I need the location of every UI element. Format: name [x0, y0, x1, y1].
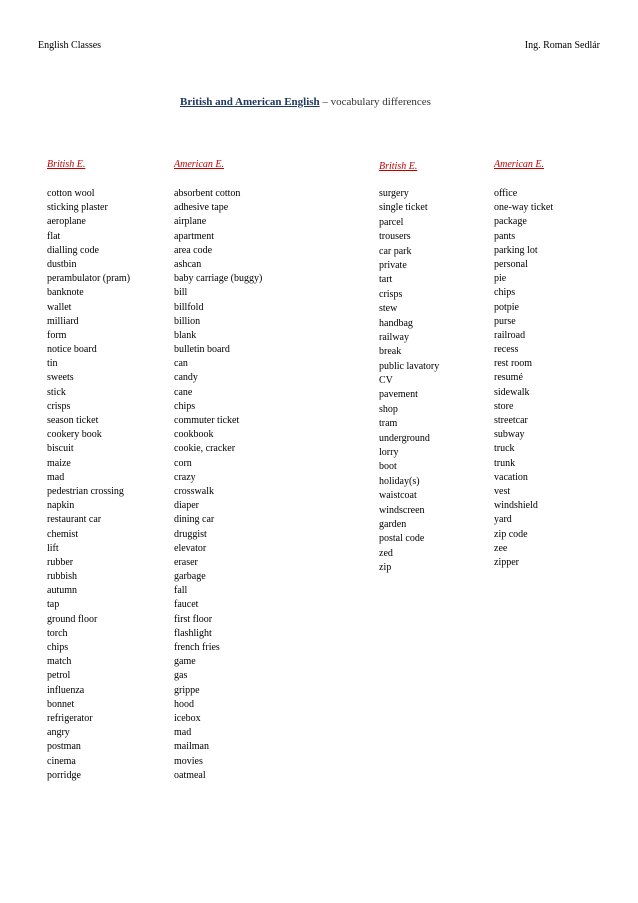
- vocabulary-item: adhesive tape: [174, 202, 229, 214]
- vocabulary-item: sidewalk: [494, 386, 530, 398]
- vocabulary-item: druggist: [174, 528, 207, 540]
- vocabulary-item: influenza: [47, 684, 85, 696]
- vocabulary-item: billfold: [174, 301, 204, 313]
- vocabulary-item: cookery book: [47, 429, 102, 441]
- title-main: British and American English: [180, 96, 320, 108]
- vocabulary-item: tin: [47, 358, 58, 370]
- vocabulary-item: potpie: [494, 301, 519, 313]
- column-british-1: [47, 158, 130, 783]
- vocabulary-item: match: [47, 656, 72, 668]
- vocabulary-item: apartment: [174, 230, 214, 242]
- vocabulary-item: zip: [379, 562, 392, 574]
- vocabulary-item: store: [494, 400, 514, 412]
- vocabulary-item: vest: [494, 485, 511, 497]
- vocabulary-item: candy: [174, 372, 198, 384]
- vocabulary-item: parking lot: [494, 244, 538, 256]
- vocabulary-item: package: [494, 216, 527, 228]
- vocabulary-item: pedestrian crossing: [47, 485, 124, 497]
- vocabulary-item: chips: [174, 400, 196, 412]
- vocabulary-item: oatmeal: [174, 769, 206, 781]
- vocabulary-item: cane: [174, 386, 193, 398]
- vocabulary-item: game: [174, 656, 196, 668]
- vocabulary-item: perambulator (pram): [47, 273, 131, 285]
- vocabulary-item: break: [379, 346, 402, 358]
- vocabulary-item: grippe: [174, 684, 200, 696]
- vocabulary-item: hood: [174, 698, 194, 710]
- vocabulary-item: commuter ticket: [174, 415, 240, 426]
- vocabulary-item: tap: [47, 599, 60, 611]
- vocabulary-item: purse: [494, 315, 516, 327]
- vocabulary-item: autumn: [47, 585, 77, 597]
- vocabulary-item: season ticket: [47, 415, 99, 426]
- vocabulary-item: boot: [379, 461, 397, 473]
- vocabulary-item: postman: [47, 741, 81, 753]
- vocabulary-item: gas: [174, 670, 188, 682]
- vocabulary-item: railroad: [494, 329, 526, 341]
- vocabulary-item: aeroplane: [47, 216, 86, 228]
- vocabulary-item: restaurant car: [47, 514, 102, 526]
- vocabulary-item: crosswalk: [174, 485, 214, 497]
- vocabulary-item: postal code: [379, 533, 425, 545]
- column-heading: British E.: [47, 159, 86, 170]
- vocabulary-item: single ticket: [379, 202, 428, 214]
- vocabulary-item: surgery: [379, 188, 409, 199]
- vocabulary-item: yard: [494, 514, 512, 526]
- vocabulary-item: resumé: [494, 372, 523, 384]
- vocabulary-item: windshield: [494, 500, 538, 512]
- vocabulary-item: notice board: [47, 344, 97, 356]
- vocabulary-item: milliard: [47, 315, 79, 327]
- vocabulary-item: absorbent cotton: [174, 188, 241, 199]
- vocabulary-item: pie: [494, 273, 507, 285]
- vocabulary-item: personal: [494, 258, 528, 270]
- vocabulary-item: flat: [47, 230, 61, 242]
- vocabulary-item: stew: [379, 303, 398, 315]
- column-heading: American E.: [494, 159, 544, 170]
- vocabulary-item: windscreen: [379, 504, 425, 516]
- column-heading: American E.: [174, 159, 224, 170]
- vocabulary-item: zed: [379, 547, 393, 559]
- vocabulary-item: private: [379, 259, 407, 271]
- vocabulary-item: CV: [379, 375, 393, 387]
- vocabulary-item: trunk: [494, 457, 516, 469]
- vocabulary-item: baby carriage (buggy): [174, 273, 263, 285]
- vocabulary-item: refrigerator: [47, 712, 93, 724]
- vocabulary-item: public lavatory: [379, 360, 440, 372]
- vocabulary-item: maize: [47, 457, 71, 469]
- vocabulary-item: mad: [174, 727, 192, 739]
- vocabulary-item: mad: [47, 471, 65, 483]
- vocabulary-item: bill: [174, 287, 188, 299]
- vocabulary-item: cinema: [47, 755, 76, 767]
- vocabulary-item: recess: [494, 344, 519, 356]
- vocabulary-item: garbage: [174, 571, 206, 583]
- header-left: English Classes: [38, 40, 102, 51]
- vocabulary-item: chemist: [47, 528, 79, 540]
- vocabulary-item: sticking plaster: [47, 202, 108, 214]
- vocabulary-item: elevator: [174, 542, 207, 554]
- vocabulary-item: car park: [379, 245, 412, 257]
- vocabulary-item: lorry: [379, 447, 399, 459]
- vocabulary-item: dining car: [174, 514, 215, 526]
- vocabulary-item: dustbin: [47, 258, 77, 270]
- vocabulary-item: crisps: [47, 400, 71, 412]
- word-list: [174, 187, 262, 783]
- vocabulary-item: french fries: [174, 642, 220, 653]
- vocabulary-item: railway: [379, 331, 409, 343]
- word-list: [379, 187, 439, 576]
- vocabulary-item: can: [174, 358, 188, 370]
- vocabulary-item: bulletin board: [174, 344, 230, 356]
- header-right: Ing. Roman Sedlár: [524, 40, 600, 51]
- vocabulary-item: blank: [174, 329, 197, 341]
- vocabulary-item: angry: [47, 727, 70, 739]
- vocabulary-item: first floor: [174, 613, 213, 625]
- vocabulary-item: truck: [494, 443, 515, 455]
- vocabulary-item: crisps: [379, 288, 403, 300]
- vocabulary-item: rubbish: [47, 571, 77, 583]
- vocabulary-item: tram: [379, 418, 398, 430]
- vocabulary-item: shop: [379, 403, 398, 415]
- vocabulary-item: mailman: [174, 741, 209, 753]
- vocabulary-item: ashcan: [174, 258, 202, 270]
- vocabulary-item: airplane: [174, 216, 207, 228]
- vocabulary-item: movies: [174, 755, 203, 767]
- vocabulary-item: corn: [174, 457, 192, 469]
- column-british-2: [379, 160, 439, 576]
- vocabulary-item: tart: [379, 274, 393, 286]
- column-american-1: [174, 158, 262, 783]
- vocabulary-item: handbag: [379, 317, 413, 329]
- vocabulary-item: biscuit: [47, 443, 74, 455]
- vocabulary-item: ground floor: [47, 613, 98, 625]
- vocabulary-item: underground: [379, 432, 430, 444]
- vocabulary-item: pants: [494, 230, 516, 242]
- page-title: [180, 96, 431, 108]
- vocabulary-item: cookie, cracker: [174, 443, 236, 455]
- vocabulary-item: sweets: [47, 372, 74, 384]
- vocabulary-item: stick: [47, 386, 66, 398]
- vocabulary-item: banknote: [47, 287, 84, 299]
- vocabulary-item: area code: [174, 244, 213, 256]
- title-subtitle: – vocabulary differences: [319, 96, 431, 108]
- vocabulary-item: crazy: [174, 471, 196, 483]
- vocabulary-item: subway: [494, 429, 525, 441]
- vocabulary-item: porridge: [47, 769, 81, 781]
- vocabulary-item: pavement: [379, 389, 418, 401]
- vocabulary-item: rest room: [494, 358, 533, 370]
- vocabulary-item: bonnet: [47, 698, 75, 710]
- vocabulary-item: icebox: [174, 712, 201, 724]
- vocabulary-item: holiday(s): [379, 475, 420, 487]
- vocabulary-item: chips: [494, 287, 516, 299]
- vocabulary-item: streetcar: [494, 415, 528, 426]
- vocabulary-item: vacation: [494, 471, 528, 483]
- vocabulary-item: dialling code: [47, 244, 99, 256]
- vocabulary-item: lift: [47, 542, 59, 554]
- vocabulary-item: one-way ticket: [494, 202, 554, 214]
- word-list: [494, 187, 553, 570]
- vocabulary-item: cookbook: [174, 429, 214, 441]
- vocabulary-item: chips: [47, 642, 69, 653]
- vocabulary-item: zipper: [494, 556, 519, 568]
- vocabulary-item: billion: [174, 315, 201, 327]
- vocabulary-item: faucet: [174, 599, 199, 611]
- vocabulary-item: waistcoat: [379, 490, 417, 502]
- vocabulary-item: office: [494, 188, 518, 199]
- vocabulary-item: diaper: [174, 500, 199, 512]
- column-heading: British E.: [379, 161, 418, 172]
- vocabulary-item: cotton wool: [47, 188, 95, 199]
- vocabulary-item: garden: [379, 518, 407, 530]
- vocabulary-item: petrol: [47, 670, 71, 682]
- vocabulary-item: eraser: [174, 556, 198, 568]
- word-list: [47, 187, 130, 783]
- vocabulary-item: parcel: [379, 216, 404, 228]
- vocabulary-item: form: [47, 329, 67, 341]
- vocabulary-item: rubber: [47, 556, 74, 568]
- vocabulary-item: trousers: [379, 231, 411, 243]
- vocabulary-item: wallet: [47, 301, 72, 313]
- vocabulary-item: zip code: [494, 528, 528, 540]
- vocabulary-item: fall: [174, 585, 188, 597]
- vocabulary-item: zee: [494, 542, 508, 554]
- vocabulary-item: napkin: [47, 500, 75, 512]
- column-american-2: [494, 158, 553, 570]
- vocabulary-item: torch: [47, 627, 68, 639]
- vocabulary-item: flashlight: [174, 627, 212, 639]
